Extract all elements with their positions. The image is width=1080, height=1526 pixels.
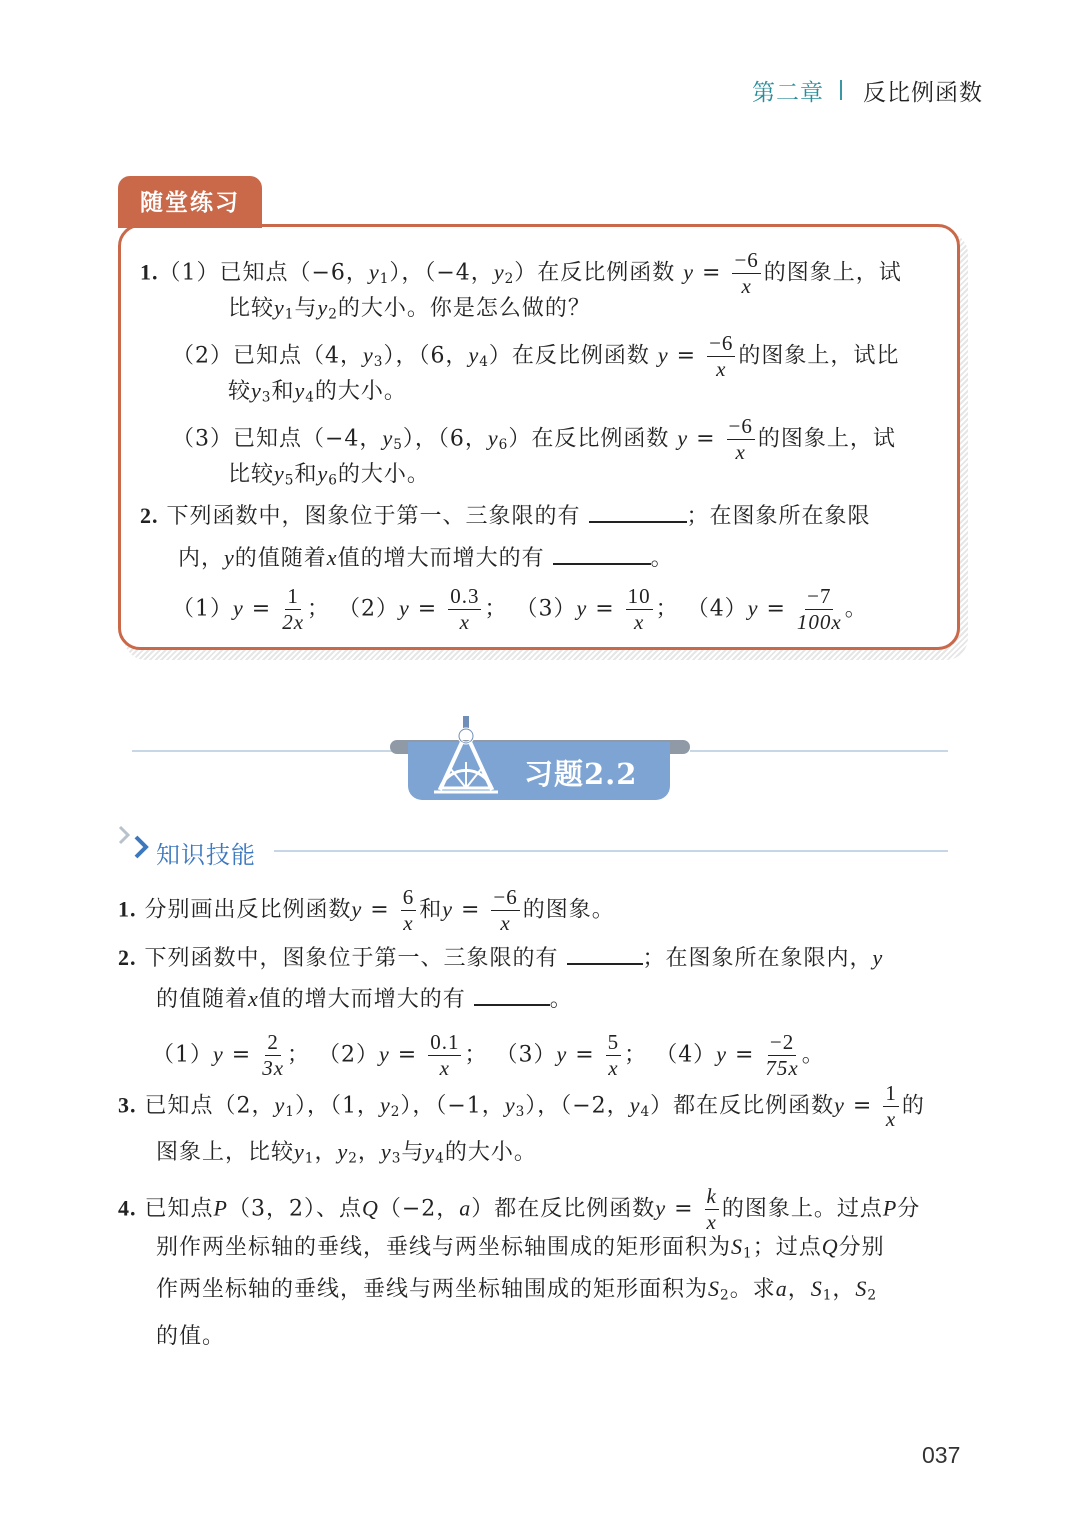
fraction: $\frac{-6}{x}$ — [709, 331, 734, 381]
text: 下列函数中，图象位于第一、三象限的有 — [166, 504, 581, 529]
text: 与 — [294, 296, 318, 321]
text: 和 — [419, 897, 443, 923]
fraction: $\frac{-2}{75x}$ — [765, 1030, 799, 1080]
question-number: 2. — [118, 945, 137, 970]
text: 比较 — [228, 462, 275, 487]
answer-blank[interactable] — [553, 541, 651, 565]
exercise-title: 习题2.2 — [524, 757, 638, 791]
text: （3，2）、点 — [227, 1196, 362, 1222]
chapter-title: 反比例函数 — [863, 79, 983, 105]
text: 的 — [901, 1093, 925, 1119]
practice-q1-part3-line2: 比较$y_5$和$y_6$的大小。 — [228, 461, 430, 489]
text: ； — [655, 596, 679, 622]
fraction: $\frac{0.1}{x}$ — [430, 1030, 460, 1080]
chapter-label: 第二章 — [752, 79, 824, 105]
text: 分别 — [838, 1235, 885, 1260]
text: 下列函数中，图象位于第一、三象限的有 — [144, 946, 559, 971]
chevron-right-icon — [116, 823, 156, 863]
practice-q1-part2-line2: 较$y_3$和$y_4$的大小。 — [228, 378, 407, 406]
text: ）在反比例函数 — [508, 426, 670, 452]
banner-rule-left — [132, 750, 392, 752]
text: ），（6， — [383, 343, 469, 369]
header-divider — [840, 80, 842, 100]
fraction: $\frac{0.3}{x}$ — [450, 584, 480, 634]
option-label: （4） — [686, 596, 748, 622]
text: ），（6， — [402, 426, 488, 452]
text: ； — [464, 1042, 488, 1068]
text: 已知点 — [144, 1196, 214, 1222]
practice-q1-line1: 1.（1）已知点（−6，$y_1$），（−4，$y_2$）在反比例函数 y = $\frac{-6}{x}$ 的图象上，试 — [140, 248, 902, 298]
exercise-q4-line4 — [156, 1322, 225, 1352]
option-label: （3） — [495, 1042, 557, 1068]
text: 作两坐标轴的垂线，垂线与两坐标轴围成的矩形面积为 — [156, 1277, 709, 1302]
text: 。 — [549, 987, 573, 1012]
exercise-q4-line3: 作两坐标轴的垂线，垂线与两坐标轴围成的矩形面积为$S_2$。求a，$S_1$，$S_2$ — [156, 1276, 878, 1304]
text: 的图象上，试 — [757, 426, 896, 452]
question-number: 2. — [140, 503, 159, 528]
text: 与 — [401, 1140, 425, 1165]
exercise-q4-line2: 别作两坐标轴的垂线，垂线与两坐标轴围成的矩形面积为$S_1$；过点Q分别 — [156, 1234, 885, 1262]
fraction: $\frac{10}{x}$ — [627, 584, 651, 634]
answer-blank[interactable] — [567, 941, 643, 965]
text: 别作两坐标轴的垂线，垂线与两坐标轴围成的矩形面积为 — [156, 1235, 732, 1260]
text: 的值随着 — [156, 987, 249, 1012]
text: 的值。 — [156, 1324, 226, 1349]
text: ； — [484, 596, 508, 622]
text: 分别画出反比例函数 — [144, 897, 352, 923]
practice-q1-part3-line1: （3）已知点（−4，$y_5$），（6，$y_6$）在反比例函数 y = $\frac{-6}{x}$ 的图象上，试 — [172, 414, 896, 464]
text: 的图象上，试 — [763, 260, 902, 286]
text: 的大小。你是怎么做的？ — [337, 296, 591, 321]
text: ， — [357, 1140, 381, 1165]
answer-blank[interactable] — [589, 499, 687, 523]
text: ），（−2， — [525, 1093, 630, 1119]
practice-tab: 随堂练习 — [118, 176, 262, 228]
text: 和 — [294, 462, 318, 487]
fraction: $\frac{1}{x}$ — [885, 1081, 897, 1131]
exercise-q2-line1: 2. 下列函数中，图象位于第一、三象限的有 ；在图象所在象限内，y — [118, 941, 883, 974]
text: 的值随着 — [234, 546, 327, 571]
practice-q2-line1 — [140, 499, 871, 532]
text: ； — [624, 1042, 648, 1068]
fraction: $\frac{2}{3x}$ — [262, 1030, 285, 1080]
text: 已知点（2， — [144, 1093, 275, 1119]
text: ； — [307, 596, 331, 622]
text: （3）已知点（−4， — [172, 426, 383, 452]
text: ， — [832, 1277, 856, 1302]
page-number: 037 — [922, 1442, 961, 1468]
exercise-q1: 1. 分别画出反比例函数y = $\frac{6}{x}$ 和y = $\frac{-6}{x}$ 的图象。 — [118, 885, 615, 935]
fraction: $\frac{5}{x}$ — [607, 1030, 620, 1080]
fraction: $\frac{-7}{100x}$ — [796, 584, 842, 634]
text: ），（1， — [294, 1093, 380, 1119]
option-label: （1） — [172, 596, 233, 622]
practice-q1-line2: 比较$y_1$与$y_2$的大小。你是怎么做的？ — [228, 295, 591, 323]
option-label: （1） — [152, 1042, 213, 1068]
practice-q1-part2-line1: （2）已知点（4，$y_3$），（6，$y_4$）在反比例函数 y = $\frac{-6}{x}$ 的图象上，试比 — [172, 331, 900, 381]
text: 的大小。 — [444, 1140, 537, 1165]
text: ），（−4， — [389, 260, 494, 286]
text: 较 — [228, 379, 252, 404]
option-label: （4） — [655, 1042, 717, 1068]
text: ；过点 — [752, 1235, 822, 1260]
text: 比较 — [228, 296, 275, 321]
exercise-q3-line2: 图象上，比较$y_1$，$y_2$，$y_3$与$y_4$的大小。 — [156, 1139, 537, 1167]
fraction: $\frac{6}{x}$ — [402, 885, 415, 935]
banner-rule-right — [690, 750, 948, 752]
fraction: $\frac{-6}{x}$ — [728, 414, 753, 464]
text: ； — [287, 1042, 311, 1068]
fraction: $\frac{-6}{x}$ — [734, 248, 759, 298]
text: 的图象上，试比 — [738, 343, 900, 369]
practice-q2-line2: 内，y的值随着x值的增大而增大的有 。 — [178, 541, 674, 574]
exercise-q4-line1: 4. 已知点P（3，2）、点Q（−2，a）都在反比例函数y = $\frac{k}{x}$ 的图象上。过点P分 — [118, 1184, 921, 1234]
fraction: $\frac{-6}{x}$ — [493, 885, 518, 935]
section-title: 知识技能 — [156, 842, 256, 869]
text: ）在反比例函数 — [488, 343, 650, 369]
practice-q2-options: （1）y = $\frac{1}{2x}$ ； （2）y = $\frac{0.3}{x}$ ； （3）y = $\frac{10}{x}$ ； （4）y = $\frac{-7}{100x}$ 。 — [172, 584, 868, 634]
text: 值的增大而增大的有 — [337, 546, 545, 571]
text: 图象上，比较 — [156, 1140, 295, 1165]
text: 。求 — [729, 1277, 776, 1302]
text: ）都在反比例函数 — [650, 1093, 835, 1119]
text: ， — [314, 1140, 338, 1165]
text: 的图象。 — [522, 897, 615, 923]
text: ），（−1， — [400, 1093, 505, 1119]
text: 的大小。 — [337, 462, 430, 487]
option-label: （2） — [338, 596, 400, 622]
exercise-q2-line2: 的值随着x值的增大而增大的有 。 — [156, 982, 573, 1015]
text: ， — [787, 1277, 811, 1302]
option-label: （3） — [515, 596, 577, 622]
text: 和 — [271, 379, 295, 404]
text: （2）已知点（4， — [172, 343, 363, 369]
question-number: 1. — [118, 896, 137, 922]
text: 。 — [650, 546, 674, 571]
text: ；在图象所在象限内， — [642, 946, 873, 971]
text: 内， — [178, 546, 225, 571]
text: ）在反比例函数 — [514, 260, 676, 286]
section-rule — [274, 850, 948, 852]
text: 的图象上。过点 — [721, 1196, 883, 1222]
exercise-q3-line1: 3. 已知点（2，$y_1$），（1，$y_2$），（−1，$y_3$），（−2，$y_4$）都在反比例函数y = $\frac{1}{x}$ 的 — [118, 1081, 925, 1131]
text: ）都在反比例函数 — [471, 1196, 656, 1222]
text: （−2， — [378, 1196, 460, 1222]
question-number: 3. — [118, 1092, 137, 1118]
compass-protractor-icon — [430, 716, 502, 798]
question-number: 1. — [140, 259, 159, 285]
text: 。 — [801, 1042, 825, 1068]
text: ；在图象所在象限 — [686, 504, 871, 529]
text: 的大小。 — [314, 379, 407, 404]
answer-blank[interactable] — [474, 982, 550, 1006]
fraction: $\frac{k}{x}$ — [706, 1184, 717, 1234]
option-label: （2） — [318, 1042, 380, 1068]
text: （1）已知点（−6， — [158, 260, 369, 286]
text: 。 — [844, 596, 868, 622]
text: 值的增大而增大的有 — [258, 987, 466, 1012]
exercise-q2-options: （1）y = $\frac{2}{3x}$ ； （2）y = $\frac{0.1}{x}$ ； （3）y = $\frac{5}{x}$ ； （4）y = $\frac{-2}{75x}$ 。 — [152, 1030, 825, 1080]
fraction: $\frac{1}{2x}$ — [282, 584, 305, 634]
question-number: 4. — [118, 1195, 137, 1221]
text: 分 — [897, 1196, 921, 1222]
